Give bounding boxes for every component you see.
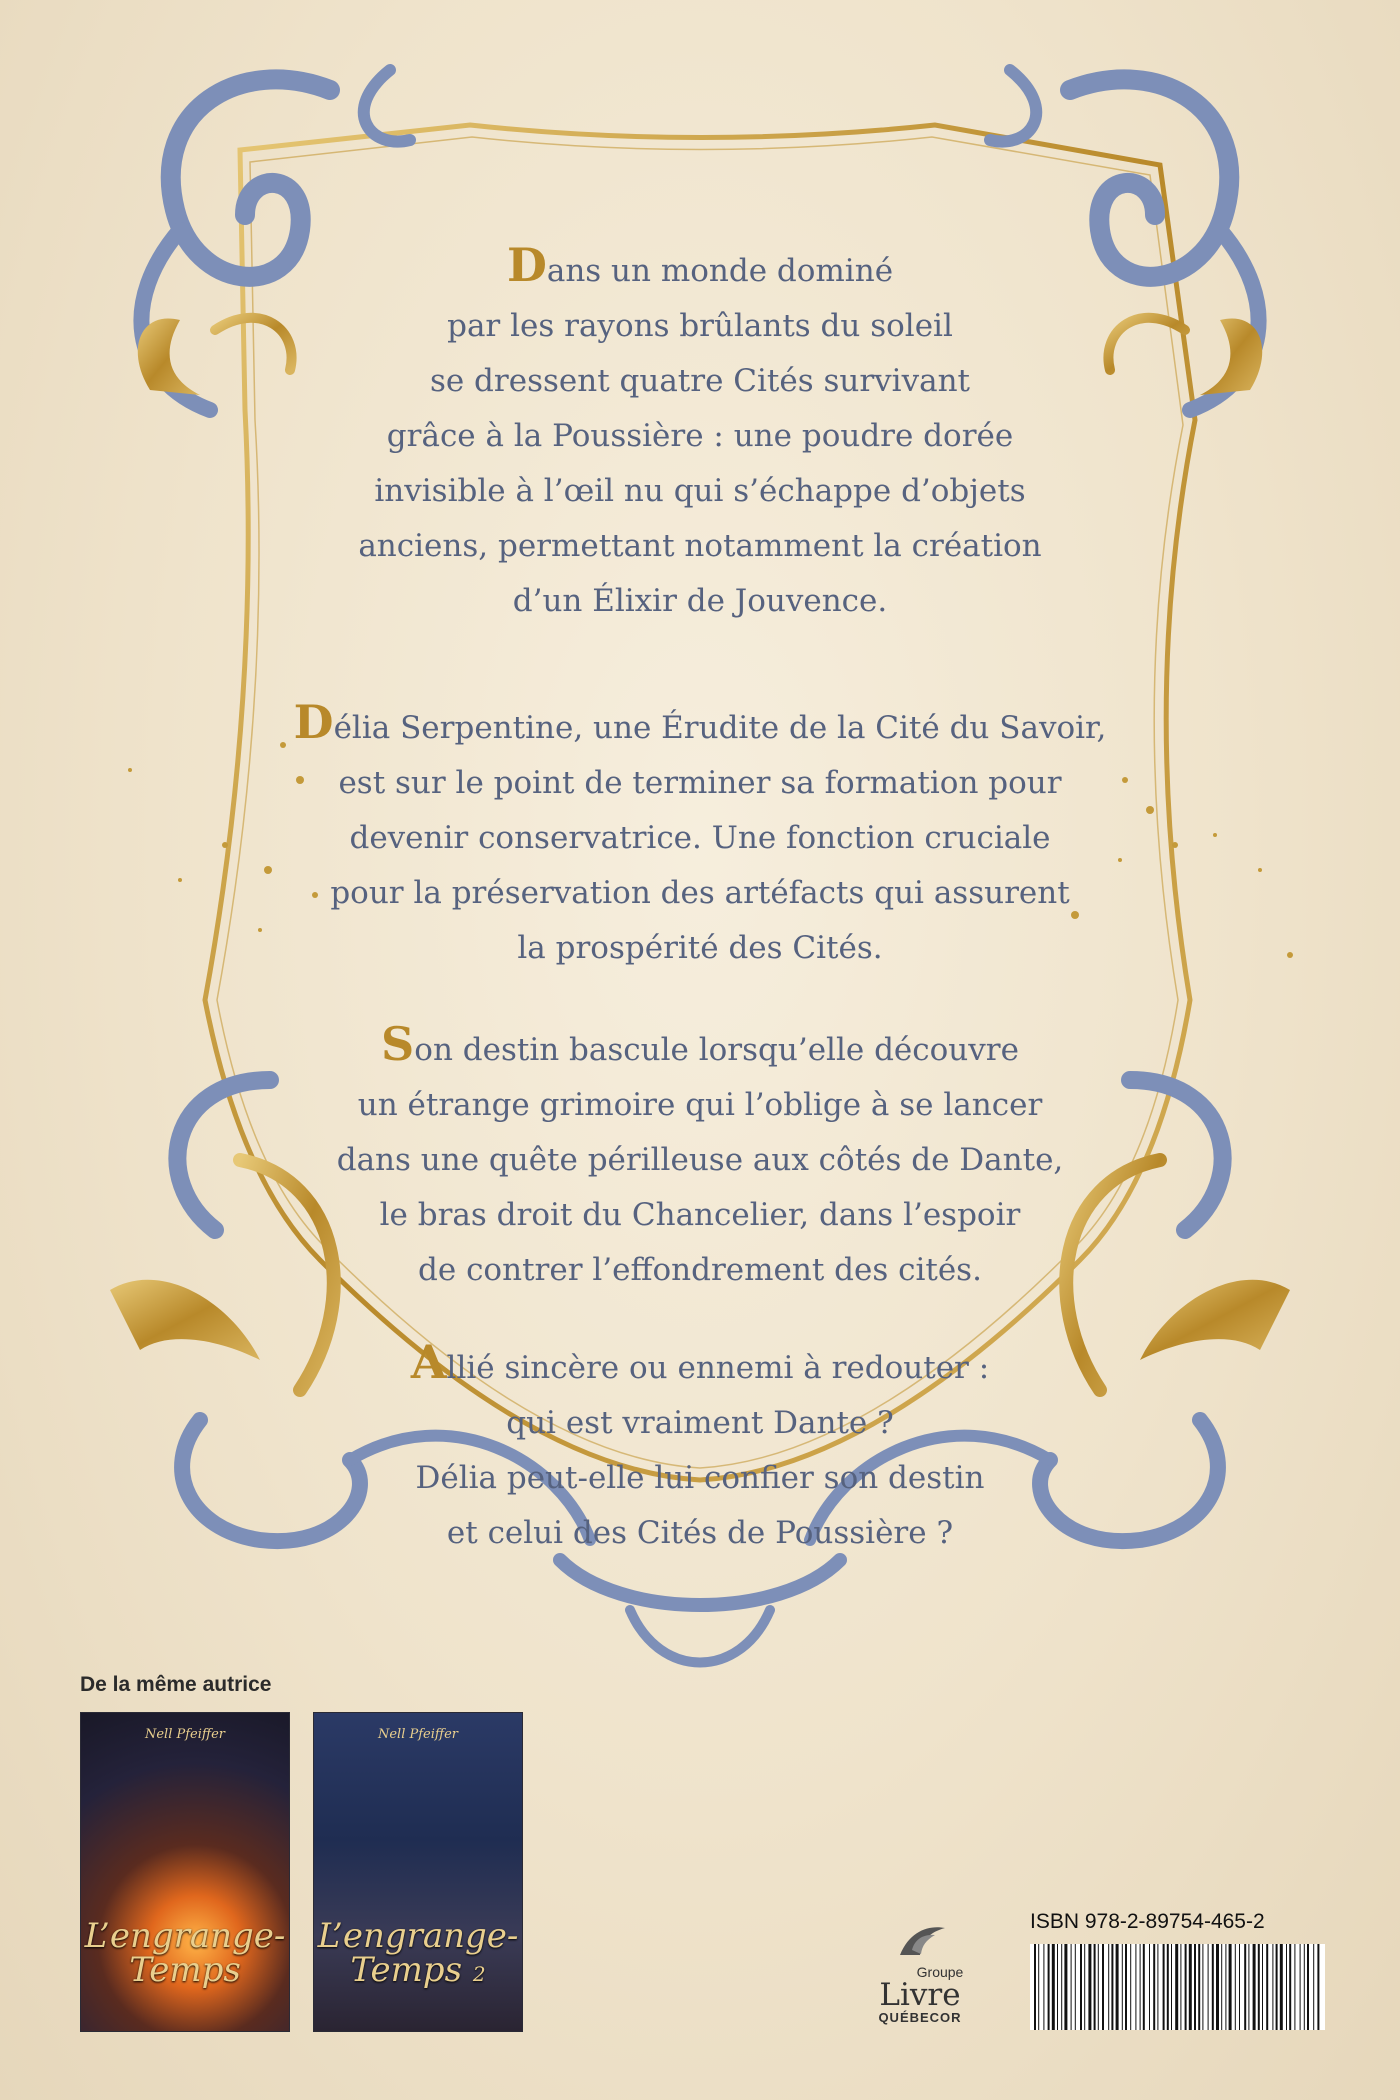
bird-icon	[890, 1920, 950, 1960]
blurb-line: se dressent quatre Cités survivant	[429, 363, 971, 399]
publisher-logo	[860, 1920, 980, 2025]
blurb-paragraph-3	[270, 1017, 1130, 1298]
drop-cap: A	[410, 1335, 447, 1389]
publisher-livre: Livre	[879, 1977, 961, 2013]
blurb-line: le bras droit du Chancelier, dans l’espoir	[379, 1197, 1021, 1233]
blurb-line: par les rayons brûlants du soleil	[447, 308, 953, 344]
blurb-line: et celui des Cités de Poussière ?	[446, 1515, 954, 1551]
blurb-line: ans un monde dominé	[546, 253, 894, 289]
publisher-quebecor: QUÉBECOR	[878, 2010, 962, 2025]
blurb-line: dans une quête périlleuse aux côtés de Dante,	[336, 1142, 1064, 1178]
blurb-line: qui est vraiment Dante ?	[506, 1405, 894, 1441]
book-author: Nell Pfeiffer	[144, 1727, 226, 1742]
blurb-line: Délia peut-elle lui confier son destin	[415, 1460, 985, 1496]
blurb-line: pour la préservation des artéfacts qui assurent	[330, 875, 1070, 911]
blurb-line: un étrange grimoire qui l’oblige à se lancer	[357, 1087, 1043, 1123]
publisher-groupe: Groupe	[916, 1964, 964, 1980]
blurb-line: anciens, permettant notamment la création	[358, 528, 1042, 564]
blurb-line: élia Serpentine, une Érudite de la Cité du Savoir,	[333, 710, 1107, 746]
blurb-line: grâce à la Poussière : une poudre dorée	[386, 418, 1014, 454]
blurb-line: invisible à l’œil nu qui s’échappe d’objets	[374, 473, 1026, 509]
blurb-line: la prospérité des Cités.	[517, 930, 883, 966]
blurb-paragraph-1	[270, 238, 1130, 629]
drop-cap: D	[506, 238, 547, 292]
book-cover-2	[313, 1712, 523, 2032]
blurb-line: llié sincère ou ennemi à redouter :	[446, 1350, 990, 1386]
blurb-paragraph-4	[270, 1335, 1130, 1561]
blurb-line: on destin bascule lorsqu’elle découvre	[414, 1032, 1019, 1068]
blurb-line: d’un Élixir de Jouvence.	[512, 583, 888, 619]
book-author: Nell Pfeiffer	[377, 1727, 459, 1742]
book-cover-1	[80, 1712, 290, 2032]
drop-cap: D	[293, 695, 334, 749]
drop-cap: S	[381, 1017, 415, 1071]
blurb-line: est sur le point de terminer sa formation pour	[338, 765, 1062, 801]
barcode	[1030, 1944, 1325, 2030]
book-title: L’engrange-Temps 2	[317, 1916, 519, 1990]
blurb-paragraph-2	[270, 695, 1130, 976]
same-author-label: De la même autrice	[80, 1673, 272, 1696]
book-title: L’engrange-Temps	[84, 1916, 286, 1990]
isbn-label: ISBN 978-2-89754-465-2	[1030, 1910, 1265, 1933]
blurb-line: devenir conservatrice. Une fonction cruciale	[349, 820, 1051, 856]
blurb-line: de contrer l’effondrement des cités.	[418, 1252, 982, 1288]
